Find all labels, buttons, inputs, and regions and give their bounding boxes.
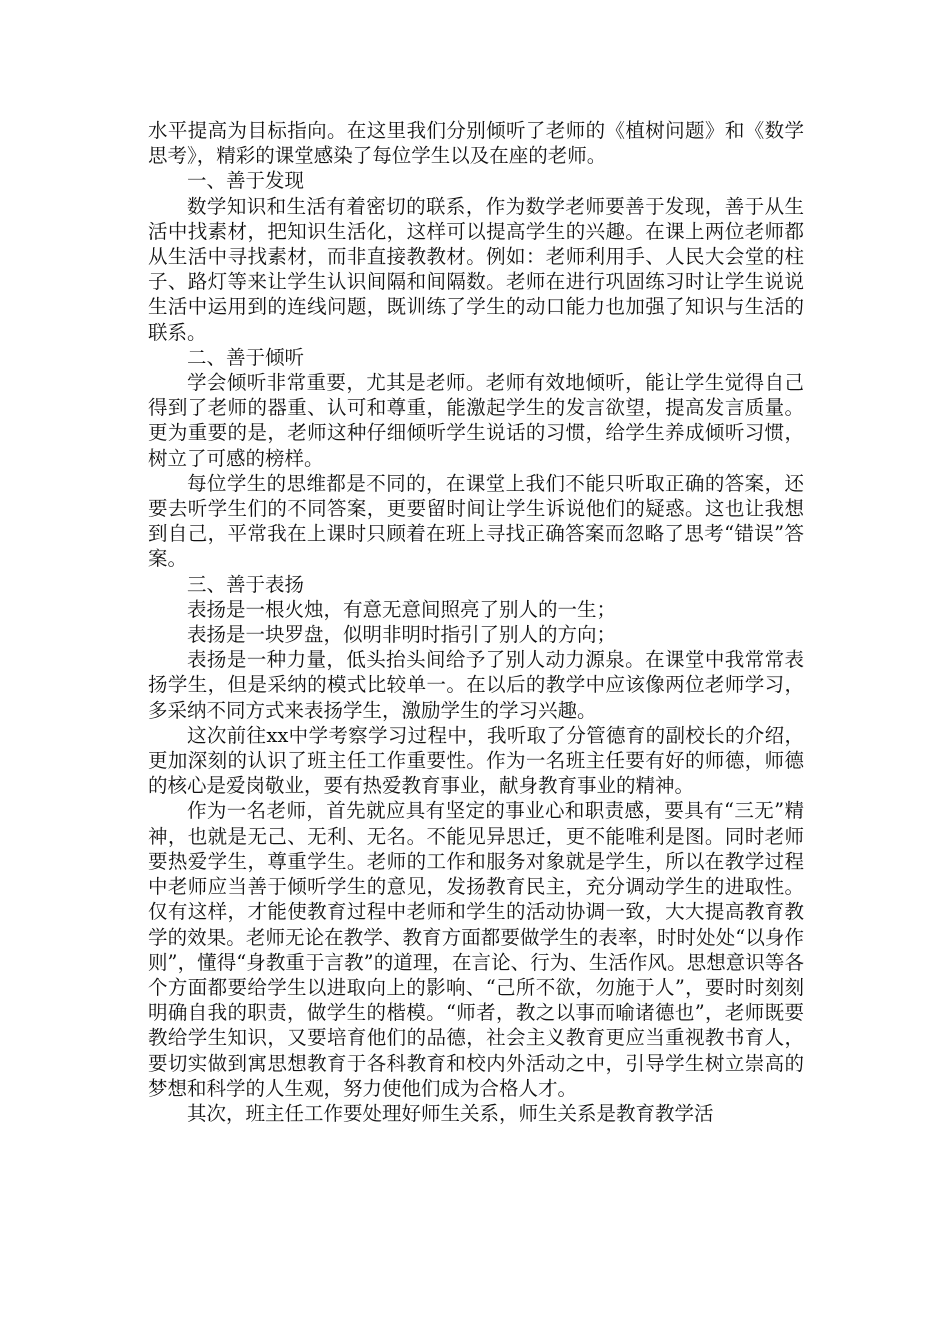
paragraph-teacher-ethics: 作为一名老师，首先就应具有坚定的事业心和职责感，要具有“三无”精神，也就是无己、无利、无名。不能见异思迁，更不能唯利是图。同时老师要热爱学生，尊重学生。老师的工作和服务对象就是学生，所以在教学过程中老师应当善于倾听学生的意见，发扬教育民主，充分调动学生的进取性。仅有这样，才能使教育过程中老师和学生的活动协调一致，大大提高教育教学的效果。老师无论在教学、教育方面都要做学生的表率，时时处处“以身作则”，懂得“身教重于言教”的道理，在言论、行为、生活作风。思想意识等各个方面都要给学生以进取向上的影响、“己所不欲，勿施于人”，要时时刻刻明确自我的职责，做学生的楷模。“师者，教之以事而喻诸德也”，老师既要教给学生知识，又要培育他们的品德，社会主义教育更应当重视教书育人，要切实做到寓思想教育于各科教育和校内外活动之中，引导学生树立崇高的梦想和科学的人生观，努力使他们成为合格人才。 — [148, 799, 804, 1100]
section-heading-listen: 二、善于倾听 — [187, 345, 305, 369]
document-body — [148, 118, 804, 1126]
paragraph-relationship: 其次，班主任工作要处理好师生关系，师生关系是教育教学活 — [187, 1101, 714, 1125]
paragraph-visit: 这次前往xx中学考察学习过程中，我听取了分管德育的副校长的介绍，更加深刻的认识了班主任工作重要性。作为一名班主任要有好的师德，师德的核心是爱岗敬业，要有热爱教育事业，献身教育事业的精神。 — [148, 723, 804, 798]
paragraph-discover: 数学知识和生活有着密切的联系，作为数学老师要善于发现，善于从生活中找素材，把知识生活化，这样可以提高学生的兴趣。在课上两位老师都从生活中寻找素材，而非直接教教材。例如：老师利用手、人民大会堂的柱子、路灯等来让学生认识间隔和间隔数。老师在进行巩固练习时让学生说说生活中运用到的连线问题，既训练了学生的动口能力也加强了知识与生活的联系。 — [148, 194, 804, 344]
paragraph-praise-1: 表扬是一根火烛，有意无意间照亮了别人的一生； — [187, 597, 617, 621]
section-heading-praise: 三、善于表扬 — [187, 572, 305, 596]
section-heading-discover: 一、善于发现 — [187, 169, 305, 193]
paragraph-praise-3: 表扬是一种力量，低头抬头间给予了别人动力源泉。在课堂中我常常表扬学生，但是采纳的模式比较单一。在以后的教学中应该像两位老师学习，多采纳不同方式来表扬学生，激励学生的学习兴趣。 — [148, 648, 804, 722]
paragraph-intro: 水平提高为目标指向。在这里我们分别倾听了老师的《植树问题》和《数学思考》，精彩的课堂感染了每位学生以及在座的老师。 — [148, 119, 804, 168]
paragraph-listen-2: 每位学生的思维都是不同的，在课堂上我们不能只听取正确的答案，还要去听学生们的不同答案，更要留时间让学生诉说他们的疑惑。这也让我想到自己，平常我在上课时只顾着在班上寻找正确答案而忽略了思考“错误”答案。 — [148, 471, 804, 571]
paragraph-listen-1: 学会倾听非常重要，尤其是老师。老师有效地倾听，能让学生觉得自己得到了老师的器重、认可和尊重，能激起学生的发言欲望，提高发言质量。更为重要的是，老师这种仔细倾听学生说话的习惯，给学生养成倾听习惯，树立了可感的榜样。 — [148, 371, 804, 470]
paragraph-praise-2: 表扬是一块罗盘，似明非明时指引了别人的方向； — [187, 623, 617, 647]
